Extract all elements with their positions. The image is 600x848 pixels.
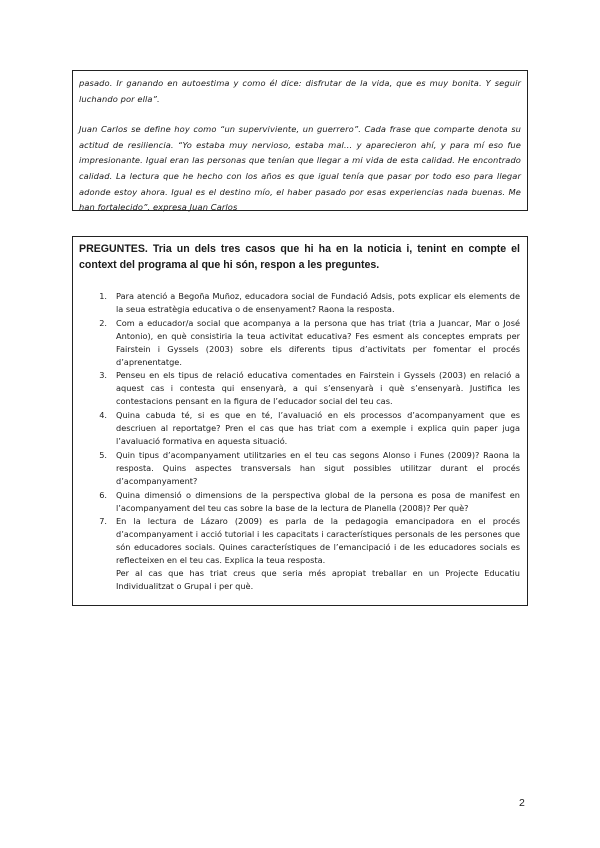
question-text-group [116,515,520,592]
question-number: 3. [99,370,107,381]
question-text: Quina cabuda té, si es que en té, l’avaluació en els processos d’acompanyament que es descriuen al reportatge? Pren el cas que has triat com a exemple i explica quin paper juga l’avaluació formativa en aquesta situació. [116,410,520,446]
questions-list [79,290,520,593]
question-followup-text: Per al cas que has triat creus que seria més apropiat treballar en un Projecte Educatiu Individualitzat o Grupal i per què. [116,568,520,591]
question-text: Penseu en els tipus de relació educativa comentades en Fairstein i Gyssels (2003) en relació a aquest cas i contesta qui ensenyarà, a qui s’ensenyarà i què s’ensenyarà. Justifica les contestacions pensant en la figura de l’educador social del teu cas. [116,370,520,407]
question-number: 2. [99,317,107,328]
question-item [79,449,520,488]
question-item [79,317,520,369]
question-number: 5. [99,449,107,460]
question-text: Para atenció a Begoña Muñoz, educadora social de Fundació Adsis, pots explicar els elements de la seua estratègia educativa o de ensenyament? Raona la resposta. [116,291,520,314]
question-item [79,290,520,316]
question-text: Quina dimensió o dimensions de la perspectiva global de la persona es posa de manifest en l’acompanyament del teu cas sobre la base de la lectura de Planella (2008)? Per què? [116,489,520,513]
quote-paragraph-1: pasado. Ir ganando en autoestima y como él dice: disfrutar de la vida, que es muy bonita. Y seguir luchando por ella”. [79,78,521,104]
question-item [79,369,520,408]
questions-heading: PREGUNTES. Tria un dels tres casos que hi ha en la noticia i, tenint en compte el context del programa al que hi són, respon a les preguntes. [79,243,520,271]
questions-box [72,236,528,606]
question-number: 1. [99,291,107,301]
question-item [79,489,520,515]
question-text: Quin tipus d’acompanyament utilitzaries en el teu cas segons Alonso i Funes (2009)? Raona la resposta. Quins aspectes transversals han sigut possibles utilitzar durant el procés d’acompanyament? [116,449,520,486]
quote-box [72,70,528,211]
quote-paragraph-2: Juan Carlos se define hoy como “un superviviente, un guerrero”. Cada frase que comparte denota su actitud de resiliencia. “Yo estaba muy nervioso, estaba mal… y aparecieron ahí, y para mí eso fue impresionante. Igual eran las personas que tenían que llegar a mi vida de esta calidad. He encontrado calidad. La lectura que he hecho con los años es que igual tenía que pasar por todo eso para llegar adonde estoy ahora. Igual es el destino mío, el haber pasado por esas experiencias nada buenas. Me han fortalecido”, expresa Juan Carlos [79,124,521,213]
question-number: 6. [99,489,107,500]
question-text: En la lectura de Lázaro (2009) es parla de la pedagogia emancipadora en el procés d’acompanyament i acció tutorial i les capacitats i característiques personals de les persones que són educadores socials. Quines característiques de l’emancipació i de les educadores socials es reflecteixen en el teu cas. Explica la teua resposta. [116,516,520,566]
question-text: Com a educador/a social que acompanya a la persona que has triat (tria a Juancar, Mar o José Antonio), en què consistiria la teua activitat educativa? Fes esment als conceptes emprats per Fairstein i Gyssels (2003) sobre els diferents tipus d’activitats per fomentar el procés d’aprenentatge. [116,317,520,367]
page-number: 2 [519,797,525,809]
question-item [79,409,520,448]
question-number: 4. [99,410,107,421]
question-item [79,515,520,592]
question-number: 7. [99,516,107,527]
